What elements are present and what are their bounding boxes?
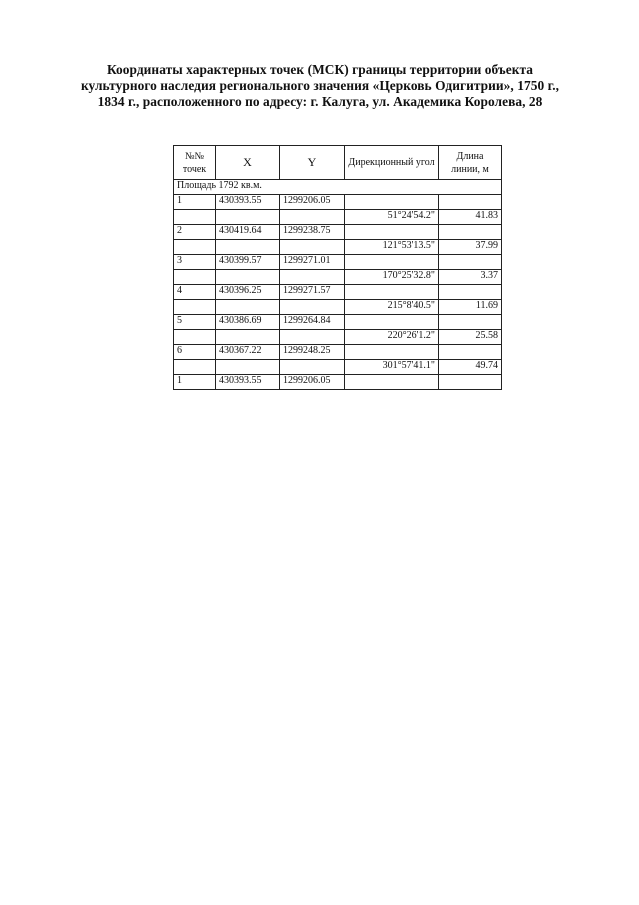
empty-cell bbox=[174, 300, 216, 315]
empty-cell bbox=[345, 375, 439, 390]
empty-cell bbox=[439, 225, 502, 240]
segment-row bbox=[174, 270, 502, 285]
point-number: 1 bbox=[174, 375, 216, 390]
empty-cell bbox=[174, 240, 216, 255]
point-row bbox=[174, 195, 502, 210]
segment-row bbox=[174, 240, 502, 255]
empty-cell bbox=[174, 270, 216, 285]
point-number: 1 bbox=[174, 195, 216, 210]
empty-cell bbox=[280, 270, 345, 285]
point-row bbox=[174, 225, 502, 240]
segment-angle: 301°57'41.1" bbox=[345, 360, 439, 375]
point-y: 1299248.25 bbox=[280, 345, 345, 360]
area-row bbox=[174, 180, 502, 195]
point-x: 430393.55 bbox=[216, 195, 280, 210]
point-y: 1299206.05 bbox=[280, 375, 345, 390]
point-number: 3 bbox=[174, 255, 216, 270]
empty-cell bbox=[216, 210, 280, 225]
segment-angle: 121°53'13.5" bbox=[345, 240, 439, 255]
segment-row bbox=[174, 360, 502, 375]
empty-cell bbox=[216, 270, 280, 285]
empty-cell bbox=[174, 360, 216, 375]
table-header-row bbox=[174, 146, 502, 180]
empty-cell bbox=[345, 345, 439, 360]
segment-angle: 51°24'54.2" bbox=[345, 210, 439, 225]
point-x: 430396.25 bbox=[216, 285, 280, 300]
segment-length: 41.83 bbox=[439, 210, 502, 225]
header-angle: Дирекционный угол bbox=[345, 146, 439, 180]
segment-row bbox=[174, 330, 502, 345]
empty-cell bbox=[280, 240, 345, 255]
empty-cell bbox=[345, 315, 439, 330]
empty-cell bbox=[216, 240, 280, 255]
header-y: Y bbox=[280, 146, 345, 180]
empty-cell bbox=[345, 195, 439, 210]
point-number: 6 bbox=[174, 345, 216, 360]
empty-cell bbox=[439, 345, 502, 360]
segment-row bbox=[174, 300, 502, 315]
point-x: 430386.69 bbox=[216, 315, 280, 330]
point-y: 1299238.75 bbox=[280, 225, 345, 240]
point-y: 1299271.57 bbox=[280, 285, 345, 300]
point-x: 430399.57 bbox=[216, 255, 280, 270]
title-line-3: 1834 г., расположенного по адресу: г. Калуга, ул. Академика Королева, 28 bbox=[97, 94, 543, 109]
point-row bbox=[174, 345, 502, 360]
empty-cell bbox=[174, 210, 216, 225]
empty-cell bbox=[280, 300, 345, 315]
segment-row bbox=[174, 210, 502, 225]
empty-cell bbox=[439, 285, 502, 300]
header-point: №№ точек bbox=[174, 146, 216, 180]
point-number: 4 bbox=[174, 285, 216, 300]
point-x: 430419.64 bbox=[216, 225, 280, 240]
empty-cell bbox=[439, 315, 502, 330]
empty-cell bbox=[439, 375, 502, 390]
point-y: 1299264.84 bbox=[280, 315, 345, 330]
empty-cell bbox=[439, 195, 502, 210]
empty-cell bbox=[216, 360, 280, 375]
point-number: 5 bbox=[174, 315, 216, 330]
segment-length: 3.37 bbox=[439, 270, 502, 285]
empty-cell bbox=[345, 255, 439, 270]
segment-length: 49.74 bbox=[439, 360, 502, 375]
header-x: X bbox=[216, 146, 280, 180]
area-label: Площадь 1792 кв.м. bbox=[174, 180, 502, 195]
segment-length: 11.69 bbox=[439, 300, 502, 315]
empty-cell bbox=[345, 225, 439, 240]
point-y: 1299271.01 bbox=[280, 255, 345, 270]
title-line-2: культурного наследия регионального значения «Церковь Одигитрии», 1750 г., bbox=[80, 78, 560, 93]
point-row bbox=[174, 375, 502, 390]
empty-cell bbox=[216, 330, 280, 345]
empty-cell bbox=[439, 255, 502, 270]
point-row bbox=[174, 255, 502, 270]
empty-cell bbox=[174, 330, 216, 345]
segment-angle: 170°25'32.8" bbox=[345, 270, 439, 285]
segment-angle: 215°8'40.5" bbox=[345, 300, 439, 315]
empty-cell bbox=[280, 210, 345, 225]
empty-cell bbox=[280, 360, 345, 375]
point-x: 430367.22 bbox=[216, 345, 280, 360]
document-title bbox=[60, 62, 580, 110]
segment-length: 37.99 bbox=[439, 240, 502, 255]
point-number: 2 bbox=[174, 225, 216, 240]
coordinates-table bbox=[173, 145, 502, 390]
point-y: 1299206.05 bbox=[280, 195, 345, 210]
segment-angle: 220°26'1.2" bbox=[345, 330, 439, 345]
point-row bbox=[174, 285, 502, 300]
point-x: 430393.55 bbox=[216, 375, 280, 390]
header-length: Длина линии, м bbox=[439, 146, 502, 180]
empty-cell bbox=[345, 285, 439, 300]
empty-cell bbox=[280, 330, 345, 345]
title-line-1: Координаты характерных точек (МСК) границы территории объекта bbox=[106, 62, 534, 77]
point-row bbox=[174, 315, 502, 330]
empty-cell bbox=[216, 300, 280, 315]
segment-length: 25.58 bbox=[439, 330, 502, 345]
